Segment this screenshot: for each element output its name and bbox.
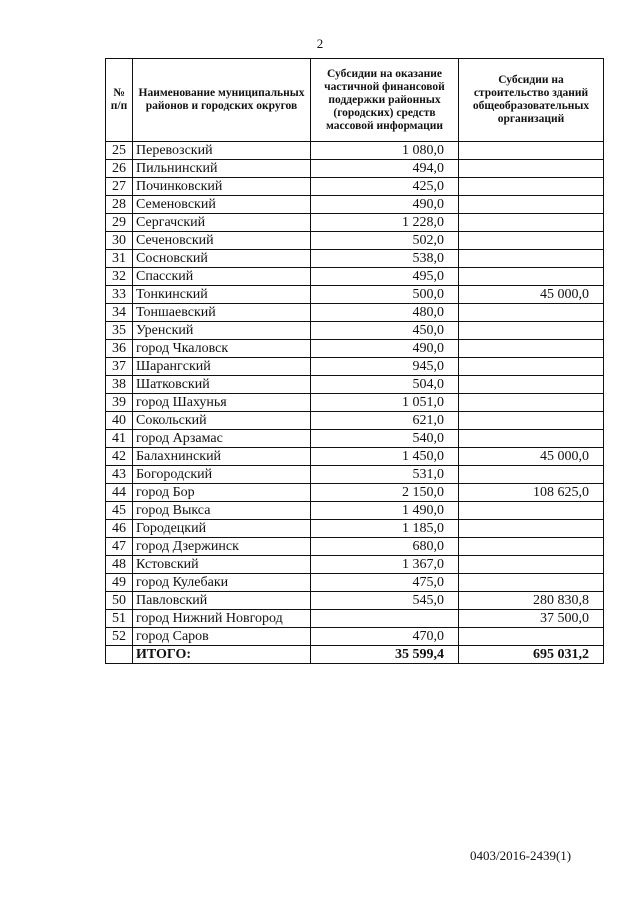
row-name: город Чкаловск [133,340,311,358]
table-row [106,250,604,268]
row-number: 52 [106,628,133,646]
row-number: 47 [106,538,133,556]
row-media-value: 450,0 [311,322,459,340]
row-media-value: 1 080,0 [311,142,459,160]
header-media-subsidies: Субсидии на оказание частичной финансовой поддержки районных (городских) средств массовой информации [311,59,459,142]
row-number: 42 [106,448,133,466]
row-school-value [459,178,604,196]
table-row [106,340,604,358]
row-name: Сокольский [133,412,311,430]
total-num-cell [106,646,133,664]
row-media-value: 2 150,0 [311,484,459,502]
table-row [106,466,604,484]
table-row [106,412,604,430]
table-row [106,286,604,304]
row-name: Балахнинский [133,448,311,466]
table-row [106,538,604,556]
row-number: 40 [106,412,133,430]
row-media-value: 475,0 [311,574,459,592]
row-media-value: 500,0 [311,286,459,304]
row-name: Перевозский [133,142,311,160]
page-number: 2 [316,36,324,51]
row-school-value [459,520,604,538]
table-row [106,520,604,538]
table-row [106,556,604,574]
row-media-value: 621,0 [311,412,459,430]
row-name: Сергачский [133,214,311,232]
row-name: Сеченовский [133,232,311,250]
row-number: 26 [106,160,133,178]
row-name: город Шахунья [133,394,311,412]
row-name: Пильнинский [133,160,311,178]
table-row [106,196,604,214]
row-media-value: 680,0 [311,538,459,556]
row-school-value [459,538,604,556]
row-number: 48 [106,556,133,574]
row-name: город Выкса [133,502,311,520]
row-media-value: 504,0 [311,376,459,394]
row-school-value [459,412,604,430]
row-school-value: 45 000,0 [459,448,604,466]
row-media-value: 945,0 [311,358,459,376]
row-media-value: 540,0 [311,430,459,448]
row-number: 36 [106,340,133,358]
row-name: город Арзамас [133,430,311,448]
row-school-value: 280 830,8 [459,592,604,610]
row-media-value [311,610,459,628]
row-number: 39 [106,394,133,412]
row-number: 37 [106,358,133,376]
table-row [106,448,604,466]
table-row [106,358,604,376]
row-media-value: 1 450,0 [311,448,459,466]
row-number: 28 [106,196,133,214]
row-school-value [459,466,604,484]
row-media-value: 1 185,0 [311,520,459,538]
row-name: город Кулебаки [133,574,311,592]
row-media-value: 490,0 [311,340,459,358]
row-media-value: 494,0 [311,160,459,178]
row-school-value [459,322,604,340]
row-name: Тоншаевский [133,304,311,322]
row-name: город Нижний Новгород [133,610,311,628]
row-number: 51 [106,610,133,628]
row-name: Шатковский [133,376,311,394]
row-media-value: 1 228,0 [311,214,459,232]
row-media-value: 502,0 [311,232,459,250]
header-school-construction: Субсидии на строительство зданий общеобразовательных организаций [459,59,604,142]
row-school-value: 45 000,0 [459,286,604,304]
row-school-value [459,502,604,520]
row-number: 41 [106,430,133,448]
row-name: Сосновский [133,250,311,268]
table-row [106,610,604,628]
row-media-value: 490,0 [311,196,459,214]
table-header-row [106,59,604,142]
table-row [106,232,604,250]
row-media-value: 545,0 [311,592,459,610]
row-number: 35 [106,322,133,340]
row-number: 45 [106,502,133,520]
row-school-value [459,340,604,358]
row-number: 43 [106,466,133,484]
row-name: Шарангский [133,358,311,376]
row-media-value: 1 051,0 [311,394,459,412]
total-label: ИТОГО: [133,646,311,664]
table-row [106,484,604,502]
row-name: Богородский [133,466,311,484]
row-school-value [459,394,604,412]
row-name: Уренский [133,322,311,340]
table-row [106,268,604,286]
row-school-value [459,196,604,214]
row-number: 32 [106,268,133,286]
row-school-value: 37 500,0 [459,610,604,628]
row-number: 34 [106,304,133,322]
row-name: Тонкинский [133,286,311,304]
table-row [106,160,604,178]
row-name: Кстовский [133,556,311,574]
row-school-value [459,214,604,232]
total-school-value: 695 031,2 [459,646,604,664]
row-name: Спасский [133,268,311,286]
row-number: 29 [106,214,133,232]
total-row [106,646,604,664]
row-name: Павловский [133,592,311,610]
table-row [106,376,604,394]
row-school-value [459,628,604,646]
row-number: 25 [106,142,133,160]
row-number: 33 [106,286,133,304]
table-row [106,592,604,610]
row-school-value [459,268,604,286]
total-media-value: 35 599,4 [311,646,459,664]
row-name: город Бор [133,484,311,502]
header-name: Наименование муниципальных районов и городских округов [133,59,311,142]
table-row [106,502,604,520]
row-number: 31 [106,250,133,268]
row-media-value: 1 367,0 [311,556,459,574]
table-row [106,394,604,412]
row-name: Починковский [133,178,311,196]
row-media-value: 495,0 [311,268,459,286]
row-name: Семеновский [133,196,311,214]
row-number: 38 [106,376,133,394]
row-media-value: 538,0 [311,250,459,268]
header-number: № п/п [106,59,133,142]
table-row [106,142,604,160]
row-school-value [459,160,604,178]
table-row [106,574,604,592]
row-number: 30 [106,232,133,250]
table-row [106,304,604,322]
row-school-value [459,376,604,394]
row-media-value: 470,0 [311,628,459,646]
row-name: город Дзержинск [133,538,311,556]
row-name: Городецкий [133,520,311,538]
row-school-value [459,142,604,160]
row-school-value [459,430,604,448]
row-school-value [459,574,604,592]
subsidies-table [105,58,604,664]
table-row [106,214,604,232]
row-number: 49 [106,574,133,592]
row-number: 27 [106,178,133,196]
row-name: город Саров [133,628,311,646]
row-number: 50 [106,592,133,610]
table-body [106,142,604,646]
row-school-value [459,358,604,376]
row-school-value [459,250,604,268]
table-row [106,178,604,196]
row-school-value [459,556,604,574]
table-row [106,628,604,646]
row-media-value: 480,0 [311,304,459,322]
row-number: 46 [106,520,133,538]
row-media-value: 425,0 [311,178,459,196]
table-row [106,430,604,448]
document-code: 0403/2016-2439(1) [470,848,572,863]
table-row [106,322,604,340]
row-media-value: 1 490,0 [311,502,459,520]
row-media-value: 531,0 [311,466,459,484]
row-school-value [459,304,604,322]
row-number: 44 [106,484,133,502]
row-school-value: 108 625,0 [459,484,604,502]
row-school-value [459,232,604,250]
